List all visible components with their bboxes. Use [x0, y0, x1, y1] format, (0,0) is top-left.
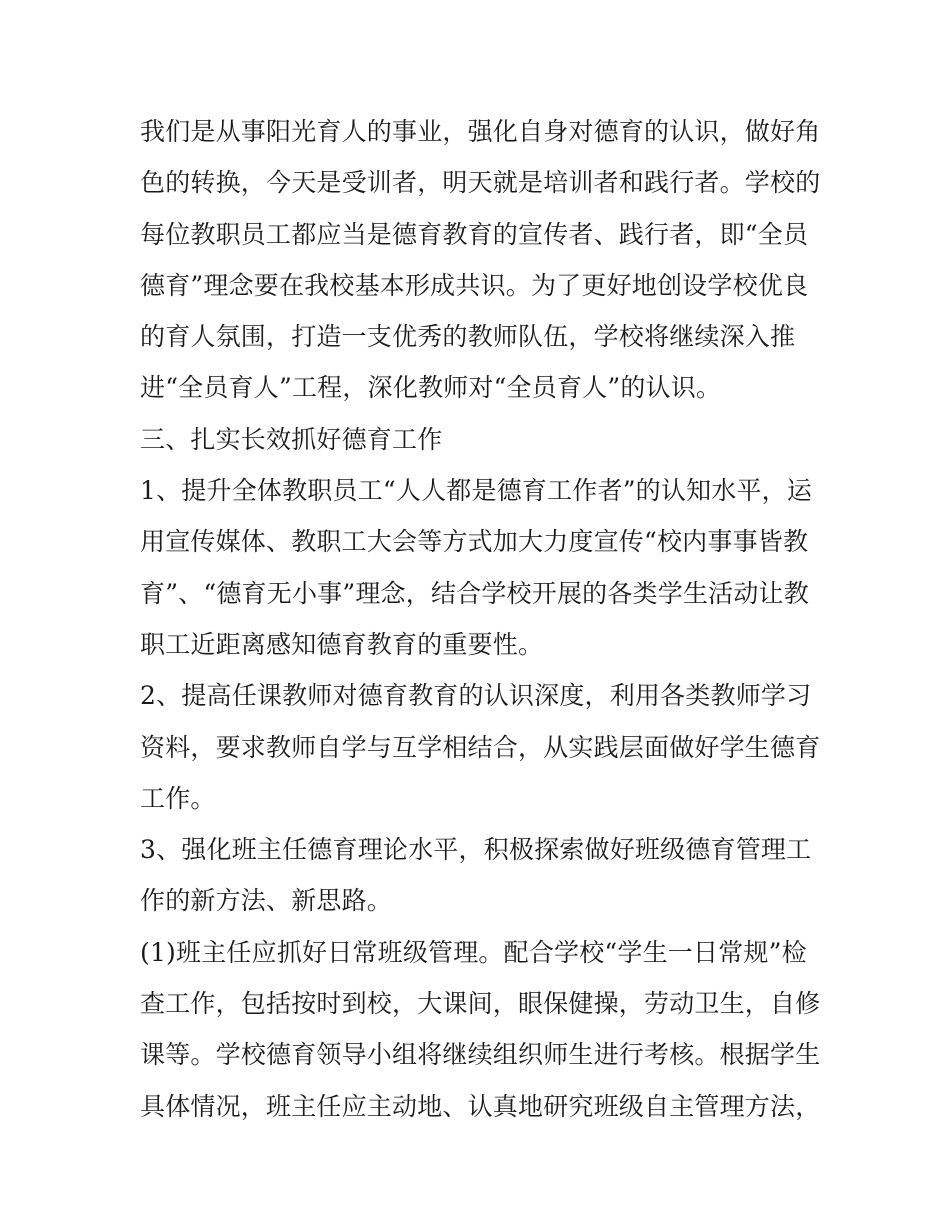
- section-heading: 三、扎实长效抓好德育工作: [140, 424, 443, 454]
- text-line: 育”、“德育无小事”理念，结合学校开展的各类学生活动让教: [140, 578, 809, 608]
- text-line: 作的新方法、新思路。: [140, 886, 393, 916]
- text-line: 色的转换，今天是受训者，明天就是培训者和践行者。学校的: [140, 168, 821, 198]
- text-line: 课等。学校德育领导小组将继续组织师生进行考核。根据学生: [140, 1040, 821, 1070]
- text-line: 德育”理念要在我校基本形成共识。为了更好地创设学校优良: [140, 270, 809, 300]
- text-line: 资料，要求教师自学与互学相结合，从实践层面做好学生德育: [140, 732, 821, 762]
- text-line: 工作。: [140, 783, 216, 813]
- text-line: 查工作，包括按时到校，大课间，眼保健操，劳动卫生，自修: [140, 989, 821, 1019]
- text-line: 我们是从事阳光育人的事业，强化自身对德育的认识，做好角: [140, 117, 821, 146]
- text-line: 进“全员育人”工程，深化教师对“全员育人”的认识。: [140, 373, 722, 403]
- text-line: 具体情况，班主任应主动地、认真地研究班级自主管理方法，: [140, 1091, 821, 1121]
- text-line: 3、强化班主任德育理论水平，积极探索做好班级德育管理工: [140, 835, 812, 865]
- text-line: (1)班主任应抓好日常班级管理。配合学校“学生一日常规”检: [140, 937, 807, 967]
- body-text: [140, 106, 820, 1132]
- text-line: 用宣传媒体、教职工大会等方式加大力度宣传“校内事事皆教: [140, 527, 809, 557]
- text-line: 每位教职员工都应当是德育教育的宣传者、践行者，即“全员: [140, 219, 809, 249]
- text-line: 的育人氛围，打造一支优秀的教师队伍，学校将继续深入推: [140, 322, 796, 352]
- text-line: 2、提高任课教师对德育教育的认识深度，利用各类教师学习: [140, 681, 812, 711]
- text-line: 职工近距离感知德育教育的重要性。: [140, 629, 544, 659]
- text-line: 1、提升全体教职员工“人人都是德育工作者”的认知水平，运: [140, 476, 813, 506]
